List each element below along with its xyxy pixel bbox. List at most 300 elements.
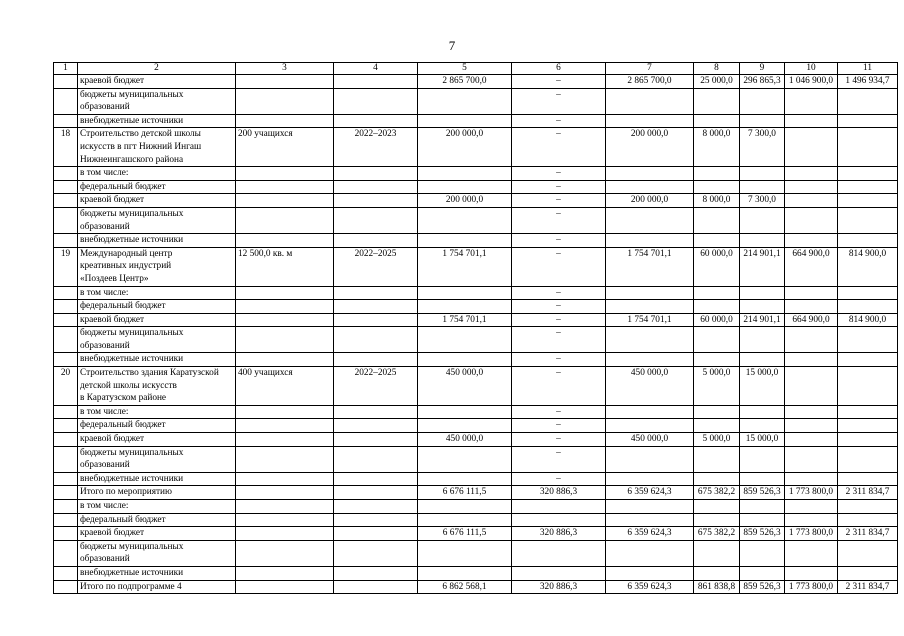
col10-value-cell [785, 353, 838, 367]
col7-value-cell: 1 754 701,1 [606, 247, 694, 286]
col9-value-cell [740, 114, 785, 128]
col10-value-cell [785, 327, 838, 353]
row-number-cell [54, 513, 78, 527]
period-cell [334, 353, 418, 367]
period-cell [334, 114, 418, 128]
col9-value-cell: 214 901,1 [740, 247, 785, 286]
capacity-cell: 400 учащихся [236, 367, 334, 406]
col8-value-cell: 60 000,0 [694, 313, 740, 327]
row-number-cell [54, 446, 78, 472]
col9-value-cell: 7 300,0 [740, 128, 785, 167]
row-number-cell [54, 540, 78, 566]
col10-value-cell [785, 513, 838, 527]
period-cell: 2022–2025 [334, 247, 418, 286]
col8-value-cell [694, 114, 740, 128]
col6-value-cell [512, 566, 606, 580]
row-number-cell [54, 167, 78, 181]
col11-value-cell [838, 540, 898, 566]
capacity-cell [236, 540, 334, 566]
capacity-cell [236, 114, 334, 128]
col7-value-cell: 6 359 624,3 [606, 486, 694, 500]
col7-value-cell [606, 167, 694, 181]
total-cost-cell [418, 327, 512, 353]
col11-value-cell [838, 433, 898, 447]
col6-value-cell: – [512, 234, 606, 248]
col8-value-cell [694, 353, 740, 367]
total-cost-cell: 1 754 701,1 [418, 247, 512, 286]
indicator-name-cell: бюджеты муниципальных образований [78, 540, 236, 566]
col6-value-cell: 320 886,3 [512, 486, 606, 500]
row-number-cell: 20 [54, 367, 78, 406]
column-header: 4 [334, 63, 418, 75]
row-number-cell [54, 286, 78, 300]
col8-value-cell: 60 000,0 [694, 247, 740, 286]
table-row [54, 527, 898, 541]
col6-value-cell: – [512, 313, 606, 327]
col10-value-cell: 1 046 900,0 [785, 75, 838, 89]
col10-value-cell: 664 900,0 [785, 313, 838, 327]
col11-value-cell [838, 367, 898, 406]
row-number-cell [54, 234, 78, 248]
total-cost-cell [418, 405, 512, 419]
col8-value-cell [694, 446, 740, 472]
period-cell [334, 472, 418, 486]
col8-value-cell [694, 167, 740, 181]
col10-value-cell: 1 773 800,0 [785, 527, 838, 541]
total-cost-cell [418, 500, 512, 514]
page-number: 7 [448, 38, 456, 53]
col11-value-cell [838, 405, 898, 419]
col9-value-cell: 859 526,3 [740, 580, 785, 594]
col9-value-cell [740, 566, 785, 580]
col6-value-cell: – [512, 194, 606, 208]
table-row [54, 486, 898, 500]
col9-value-cell: 214 901,1 [740, 313, 785, 327]
column-header: 3 [236, 63, 334, 75]
col9-value-cell [740, 405, 785, 419]
table-row [54, 500, 898, 514]
table-row [54, 300, 898, 314]
period-cell [334, 405, 418, 419]
table-row [54, 472, 898, 486]
col11-value-cell [838, 472, 898, 486]
row-number-cell [54, 566, 78, 580]
indicator-name-cell: краевой бюджет [78, 75, 236, 89]
col7-value-cell: 6 359 624,3 [606, 527, 694, 541]
total-cost-cell: 6 676 111,5 [418, 527, 512, 541]
col8-value-cell [694, 566, 740, 580]
row-number-cell [54, 180, 78, 194]
capacity-cell [236, 75, 334, 89]
col7-value-cell [606, 286, 694, 300]
indicator-name-cell: бюджеты муниципальных образований [78, 88, 236, 114]
column-header: 2 [78, 63, 236, 75]
total-cost-cell: 450 000,0 [418, 433, 512, 447]
total-cost-cell: 2 865 700,0 [418, 75, 512, 89]
capacity-cell [236, 167, 334, 181]
table-row [54, 234, 898, 248]
col8-value-cell [694, 286, 740, 300]
table-row [54, 313, 898, 327]
col7-value-cell [606, 353, 694, 367]
table-row [54, 405, 898, 419]
capacity-cell [236, 419, 334, 433]
col6-value-cell: – [512, 405, 606, 419]
col7-value-cell [606, 88, 694, 114]
col9-value-cell: 859 526,3 [740, 486, 785, 500]
col6-value-cell: – [512, 207, 606, 233]
col8-value-cell: 861 838,8 [694, 580, 740, 594]
col11-value-cell [838, 234, 898, 248]
col6-value-cell: – [512, 419, 606, 433]
period-cell [334, 286, 418, 300]
total-cost-cell [418, 540, 512, 566]
col8-value-cell [694, 300, 740, 314]
table-row [54, 247, 898, 286]
capacity-cell [236, 207, 334, 233]
table-row [54, 446, 898, 472]
col10-value-cell [785, 500, 838, 514]
col11-value-cell [838, 180, 898, 194]
col8-value-cell [694, 419, 740, 433]
col8-value-cell: 675 382,2 [694, 527, 740, 541]
indicator-name-cell: внебюджетные источники [78, 353, 236, 367]
capacity-cell [236, 472, 334, 486]
col6-value-cell: – [512, 446, 606, 472]
col6-value-cell: – [512, 433, 606, 447]
total-cost-cell: 6 676 111,5 [418, 486, 512, 500]
total-cost-cell [418, 566, 512, 580]
col9-value-cell: 7 300,0 [740, 194, 785, 208]
col11-value-cell [838, 353, 898, 367]
capacity-cell [236, 500, 334, 514]
col9-value-cell [740, 472, 785, 486]
table-row [54, 207, 898, 233]
indicator-name-cell: краевой бюджет [78, 313, 236, 327]
indicator-name-cell: Строительство здания Каратузской детской школы искусств в Каратузском районе [78, 367, 236, 406]
col6-value-cell: – [512, 180, 606, 194]
capacity-cell [236, 300, 334, 314]
indicator-name-cell: бюджеты муниципальных образований [78, 327, 236, 353]
col10-value-cell [785, 300, 838, 314]
col9-value-cell [740, 500, 785, 514]
period-cell [334, 327, 418, 353]
capacity-cell: 200 учащихся [236, 128, 334, 167]
table-body [54, 63, 898, 594]
col6-value-cell: – [512, 75, 606, 89]
col9-value-cell [740, 540, 785, 566]
capacity-cell [236, 286, 334, 300]
capacity-cell [236, 433, 334, 447]
period-cell [334, 75, 418, 89]
col11-value-cell [838, 207, 898, 233]
col11-value-cell [838, 500, 898, 514]
row-number-cell: 18 [54, 128, 78, 167]
total-cost-cell [418, 180, 512, 194]
col11-value-cell [838, 88, 898, 114]
indicator-name-cell: в том числе: [78, 167, 236, 181]
col6-value-cell [512, 540, 606, 566]
total-cost-cell: 6 862 568,1 [418, 580, 512, 594]
col7-value-cell: 6 359 624,3 [606, 580, 694, 594]
total-cost-cell [418, 300, 512, 314]
indicator-name-cell: Международный центр креативных индустрий «Поздеев Центр» [78, 247, 236, 286]
capacity-cell [236, 180, 334, 194]
col10-value-cell [785, 446, 838, 472]
table-row [54, 75, 898, 89]
col9-value-cell [740, 180, 785, 194]
row-number-cell [54, 500, 78, 514]
indicator-name-cell: федеральный бюджет [78, 300, 236, 314]
col9-value-cell: 15 000,0 [740, 367, 785, 406]
table-row [54, 540, 898, 566]
row-number-cell [54, 433, 78, 447]
indicator-name-cell: в том числе: [78, 405, 236, 419]
total-cost-cell [418, 446, 512, 472]
col10-value-cell [785, 88, 838, 114]
column-header: 8 [694, 63, 740, 75]
col10-value-cell [785, 128, 838, 167]
row-number-cell [54, 114, 78, 128]
capacity-cell [236, 194, 334, 208]
col8-value-cell: 25 000,0 [694, 75, 740, 89]
capacity-cell: 12 500,0 кв. м [236, 247, 334, 286]
col9-value-cell [740, 446, 785, 472]
row-number-cell [54, 300, 78, 314]
col11-value-cell [838, 286, 898, 300]
total-cost-cell [418, 88, 512, 114]
table-row [54, 353, 898, 367]
col10-value-cell: 1 773 800,0 [785, 486, 838, 500]
col11-value-cell: 2 311 834,7 [838, 486, 898, 500]
col7-value-cell: 200 000,0 [606, 194, 694, 208]
capacity-cell [236, 580, 334, 594]
col7-value-cell [606, 300, 694, 314]
col6-value-cell [512, 513, 606, 527]
column-header: 11 [838, 63, 898, 75]
row-number-cell [54, 580, 78, 594]
col10-value-cell [785, 114, 838, 128]
col7-value-cell [606, 500, 694, 514]
col7-value-cell [606, 540, 694, 566]
col10-value-cell [785, 194, 838, 208]
row-number-cell: 19 [54, 247, 78, 286]
col8-value-cell [694, 405, 740, 419]
table-row [54, 286, 898, 300]
col10-value-cell [785, 472, 838, 486]
indicator-name-cell: федеральный бюджет [78, 513, 236, 527]
col11-value-cell [838, 419, 898, 433]
col8-value-cell [694, 327, 740, 353]
capacity-cell [236, 88, 334, 114]
table-row [54, 513, 898, 527]
indicator-name-cell: федеральный бюджет [78, 419, 236, 433]
col6-value-cell: – [512, 167, 606, 181]
col7-value-cell [606, 419, 694, 433]
col11-value-cell [838, 194, 898, 208]
row-number-cell [54, 527, 78, 541]
col9-value-cell [740, 286, 785, 300]
table-row [54, 128, 898, 167]
col9-value-cell: 15 000,0 [740, 433, 785, 447]
col6-value-cell: – [512, 472, 606, 486]
col11-value-cell [838, 300, 898, 314]
col11-value-cell [838, 128, 898, 167]
indicator-name-cell: внебюджетные источники [78, 472, 236, 486]
period-cell [334, 566, 418, 580]
capacity-cell [236, 353, 334, 367]
col8-value-cell: 5 000,0 [694, 367, 740, 406]
indicator-name-cell: в том числе: [78, 286, 236, 300]
indicator-name-cell: бюджеты муниципальных образований [78, 207, 236, 233]
total-cost-cell [418, 472, 512, 486]
period-cell [334, 433, 418, 447]
col10-value-cell [785, 207, 838, 233]
row-number-cell [54, 327, 78, 353]
column-number-header-row [54, 63, 898, 75]
column-header: 10 [785, 63, 838, 75]
indicator-name-cell: краевой бюджет [78, 527, 236, 541]
table-row [54, 580, 898, 594]
col11-value-cell [838, 167, 898, 181]
col8-value-cell [694, 234, 740, 248]
col8-value-cell [694, 500, 740, 514]
row-number-cell [54, 419, 78, 433]
col6-value-cell [512, 500, 606, 514]
indicator-name-cell: федеральный бюджет [78, 180, 236, 194]
col9-value-cell [740, 327, 785, 353]
table-row [54, 367, 898, 406]
capacity-cell [236, 405, 334, 419]
capacity-cell [236, 446, 334, 472]
column-header: 7 [606, 63, 694, 75]
col6-value-cell: 320 886,3 [512, 580, 606, 594]
period-cell: 2022–2023 [334, 128, 418, 167]
budget-table [53, 62, 898, 594]
period-cell [334, 313, 418, 327]
col9-value-cell [740, 88, 785, 114]
capacity-cell [236, 527, 334, 541]
col10-value-cell [785, 540, 838, 566]
col7-value-cell [606, 114, 694, 128]
col11-value-cell [838, 513, 898, 527]
col7-value-cell [606, 207, 694, 233]
col6-value-cell: 320 886,3 [512, 527, 606, 541]
row-number-cell [54, 353, 78, 367]
indicator-name-cell: в том числе: [78, 500, 236, 514]
col7-value-cell: 450 000,0 [606, 367, 694, 406]
table-row [54, 180, 898, 194]
col6-value-cell: – [512, 128, 606, 167]
col9-value-cell: 296 865,3 [740, 75, 785, 89]
indicator-name-cell: Итого по мероприятию [78, 486, 236, 500]
col9-value-cell [740, 167, 785, 181]
col7-value-cell [606, 446, 694, 472]
col10-value-cell [785, 433, 838, 447]
indicator-name-cell: внебюджетные источники [78, 114, 236, 128]
col8-value-cell: 8 000,0 [694, 128, 740, 167]
capacity-cell [236, 486, 334, 500]
period-cell [334, 419, 418, 433]
col7-value-cell: 1 754 701,1 [606, 313, 694, 327]
col6-value-cell: – [512, 88, 606, 114]
col7-value-cell [606, 513, 694, 527]
col7-value-cell [606, 472, 694, 486]
column-header: 6 [512, 63, 606, 75]
col10-value-cell [785, 566, 838, 580]
col7-value-cell: 200 000,0 [606, 128, 694, 167]
total-cost-cell [418, 513, 512, 527]
col10-value-cell: 1 773 800,0 [785, 580, 838, 594]
total-cost-cell [418, 286, 512, 300]
col9-value-cell: 859 526,3 [740, 527, 785, 541]
period-cell [334, 207, 418, 233]
col10-value-cell [785, 405, 838, 419]
col11-value-cell [838, 446, 898, 472]
row-number-cell [54, 207, 78, 233]
col7-value-cell [606, 234, 694, 248]
col6-value-cell: – [512, 327, 606, 353]
capacity-cell [236, 234, 334, 248]
col8-value-cell [694, 207, 740, 233]
col9-value-cell [740, 353, 785, 367]
col8-value-cell [694, 472, 740, 486]
col8-value-cell: 8 000,0 [694, 194, 740, 208]
capacity-cell [236, 327, 334, 353]
col6-value-cell: – [512, 300, 606, 314]
capacity-cell [236, 313, 334, 327]
row-number-cell [54, 486, 78, 500]
col6-value-cell: – [512, 353, 606, 367]
period-cell [334, 180, 418, 194]
total-cost-cell [418, 114, 512, 128]
row-number-cell [54, 75, 78, 89]
col11-value-cell: 2 311 834,7 [838, 527, 898, 541]
indicator-name-cell: внебюджетные источники [78, 566, 236, 580]
col8-value-cell: 675 382,2 [694, 486, 740, 500]
total-cost-cell [418, 353, 512, 367]
capacity-cell [236, 513, 334, 527]
row-number-cell [54, 472, 78, 486]
col10-value-cell [785, 367, 838, 406]
col8-value-cell [694, 88, 740, 114]
table-row [54, 88, 898, 114]
total-cost-cell [418, 234, 512, 248]
total-cost-cell: 200 000,0 [418, 194, 512, 208]
col7-value-cell [606, 327, 694, 353]
total-cost-cell: 200 000,0 [418, 128, 512, 167]
col9-value-cell [740, 234, 785, 248]
col6-value-cell: – [512, 114, 606, 128]
row-number-cell [54, 194, 78, 208]
total-cost-cell: 1 754 701,1 [418, 313, 512, 327]
col9-value-cell [740, 207, 785, 233]
col9-value-cell [740, 513, 785, 527]
period-cell [334, 540, 418, 566]
col10-value-cell: 664 900,0 [785, 247, 838, 286]
col11-value-cell [838, 566, 898, 580]
col11-value-cell [838, 114, 898, 128]
table-row [54, 194, 898, 208]
col10-value-cell [785, 419, 838, 433]
period-cell [334, 88, 418, 114]
col7-value-cell [606, 566, 694, 580]
row-number-cell [54, 405, 78, 419]
col10-value-cell [785, 286, 838, 300]
col6-value-cell: – [512, 247, 606, 286]
col10-value-cell [785, 167, 838, 181]
col11-value-cell: 2 311 834,7 [838, 580, 898, 594]
